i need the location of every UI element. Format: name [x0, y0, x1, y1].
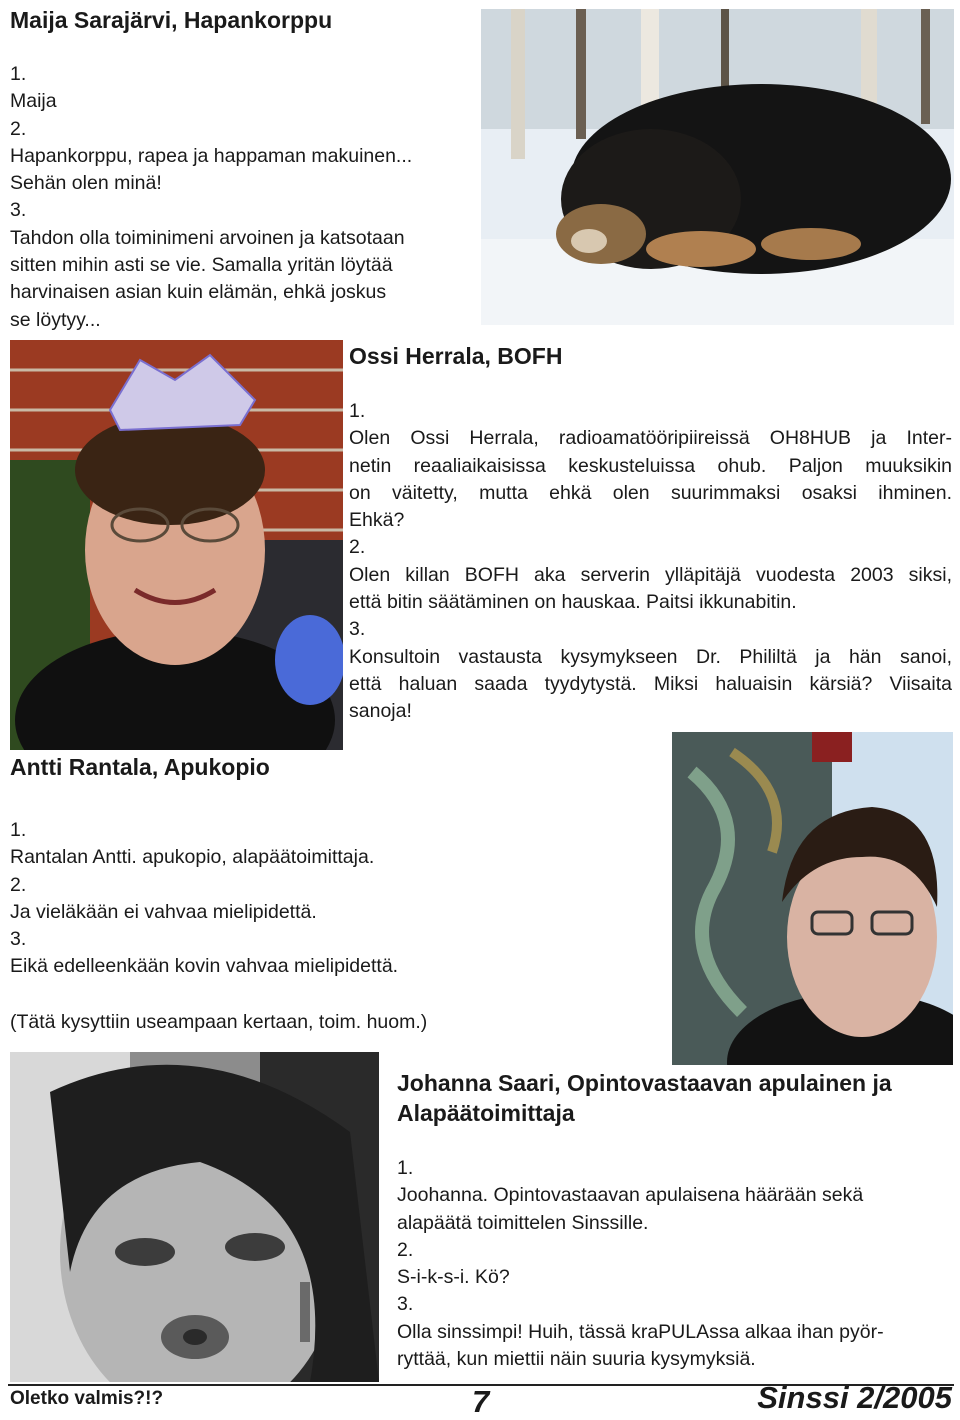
johanna-line: 1. — [397, 1157, 414, 1179]
ossi-heading: Ossi Herrala, BOFH — [349, 343, 563, 369]
johanna-line: alapäätä toimittelen Sinssille. — [397, 1211, 649, 1234]
johanna-line: S-i-k-s-i. Kö? — [397, 1266, 510, 1289]
johanna-line: 2. — [397, 1238, 414, 1261]
johanna-line: ryttää, kun miettii näin suuria kysymyksiä. — [397, 1348, 756, 1371]
antti-heading: Antti Rantala, Apukopio — [10, 754, 270, 780]
antti-line: Ja vieläkään ei vahvaa mielipidettä. — [10, 900, 317, 923]
dog-photo — [481, 9, 954, 325]
ossi-line: Olen killan BOFH aka serverin ylläpitäjä vuodesta 2003 siksi, — [349, 563, 952, 586]
antti-note: (Tätä kysyttiin useampaan kertaan, toim. huom.) — [10, 1011, 428, 1033]
ossi-line: Konsultoin vastausta kysymykseen Dr. Phililtä ja hän sanoi, — [349, 645, 952, 668]
antti-line: Rantalan Antti. apukopio, alapäätoimittaja. — [10, 846, 375, 869]
maija-line: 1. — [10, 63, 27, 85]
maija-line: 3. — [10, 199, 27, 222]
antti-line: 3. — [10, 928, 27, 951]
footer-tagline: Oletko valmis?!? — [10, 1388, 164, 1409]
ossi-line: että bitin säätäminen on hauskaa. Paitsi ikkunabitin. — [349, 591, 797, 614]
issue-label: Sinssi 2/2005 — [757, 1380, 952, 1415]
maija-line: harvinaisen asian kuin elämän, ehkä joskus — [10, 281, 387, 304]
ossi-line: on väitetty, mutta ehkä olen suurimmaksi osaksi ihminen. — [349, 481, 952, 504]
johanna-text — [397, 1155, 953, 1373]
antti-line: 2. — [10, 873, 27, 896]
maija-heading: Maija Sarajärvi, Hapankorppu — [10, 7, 333, 33]
maija-line: sitten mihin asti se vie. Samalla yritän löytää — [10, 254, 393, 277]
johanna-line: Olla sinssimpi! Huih, tässä kraPULAssa alkaa ihan pyör- — [397, 1320, 884, 1343]
johanna-line: Joohanna. Opintovastaavan apulaisena häärään sekä — [397, 1184, 864, 1207]
ossi-line: sanoja! — [349, 700, 412, 723]
ossi-line: Olen Ossi Herrala, radioamatööripiireissä OH8HUB ja Inter- — [349, 427, 952, 450]
ossi-line: Ehkä? — [349, 509, 405, 532]
johanna-photo — [10, 1052, 379, 1382]
maija-line: Tahdon olla toiminimeni arvoinen ja katsotaan — [10, 226, 405, 249]
ossi-line: että haluan saada tyydytystä. Miksi haluaisin kärsiä? Viisaita — [349, 672, 952, 695]
maija-line: Maija — [10, 90, 57, 113]
ossi-line: 2. — [349, 536, 366, 559]
antti-line: 1. — [10, 819, 27, 841]
johanna-line: 3. — [397, 1293, 414, 1316]
maija-line: Hapankorppu, rapea ja happaman makuinen... — [10, 144, 413, 167]
antti-text — [10, 817, 510, 981]
antti-photo — [672, 732, 953, 1065]
page-number: 7 — [472, 1384, 490, 1419]
johanna-heading-line: Johanna Saari, Opintovastaavan apulainen ja — [397, 1070, 892, 1096]
antti-line: Eikä edelleenkään kovin vahvaa mielipidettä. — [10, 955, 399, 978]
ossi-photo — [10, 340, 343, 750]
maija-line: se löytyy... — [10, 308, 101, 331]
ossi-text — [349, 398, 952, 726]
ossi-line: 3. — [349, 618, 366, 641]
ossi-line: 1. — [349, 400, 366, 422]
maija-line: 2. — [10, 117, 27, 140]
johanna-heading — [397, 1068, 953, 1128]
johanna-heading-line: Alapäätoimittaja — [397, 1100, 575, 1126]
maija-text — [10, 61, 480, 334]
ossi-line: netin reaaliaikaisissa keskusteluissa ohub. Paljon muuksikin — [349, 454, 952, 477]
maija-line: Sehän olen minä! — [10, 172, 162, 195]
